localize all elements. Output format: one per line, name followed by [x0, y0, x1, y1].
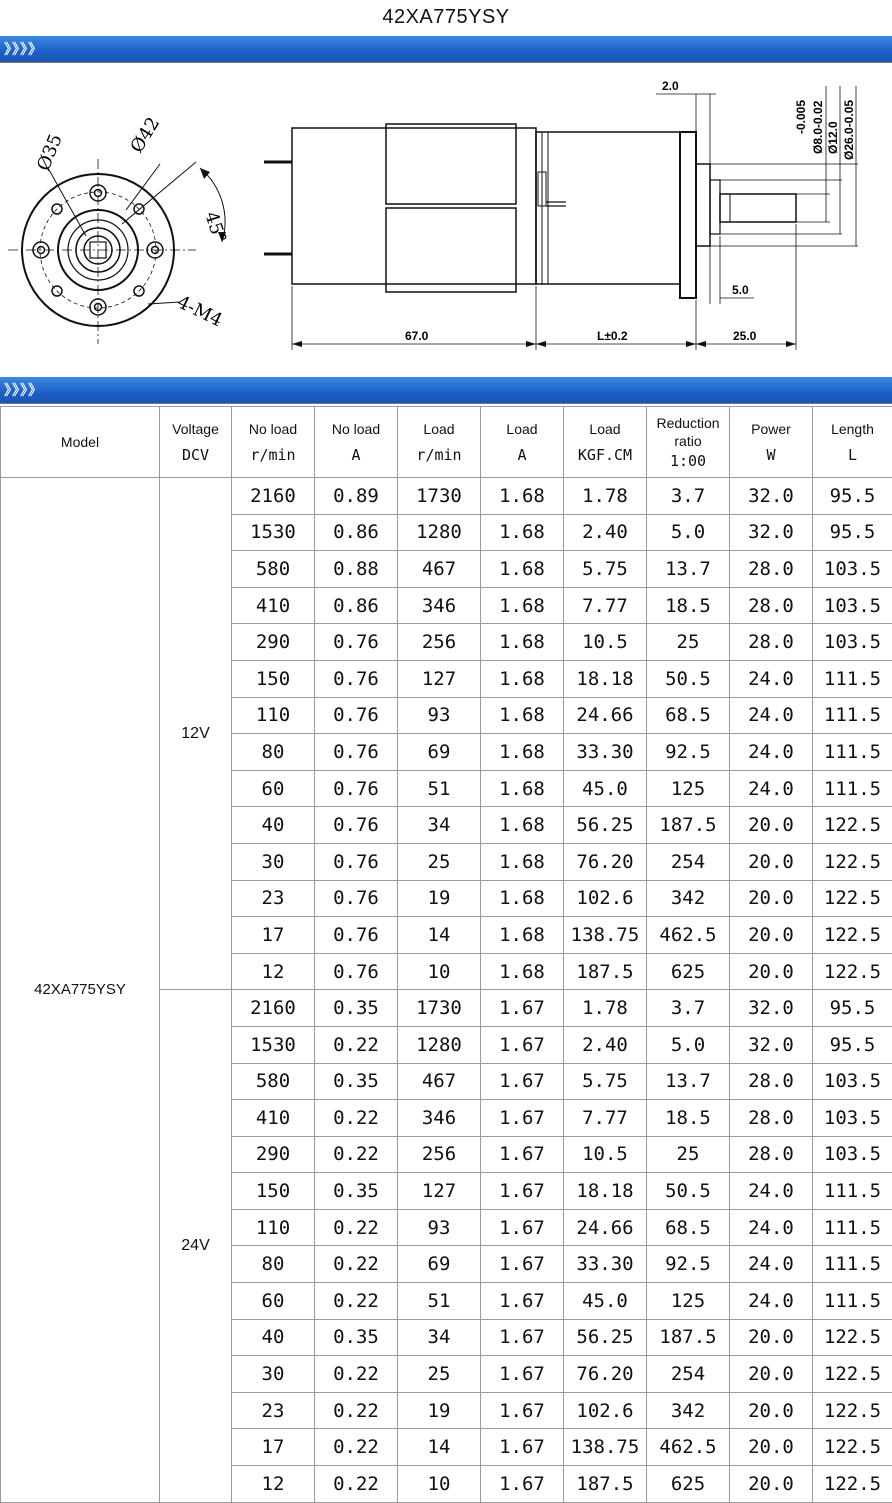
cell-load-torque: 5.75	[564, 1063, 647, 1100]
cell-load-current: 1.67	[481, 1136, 564, 1173]
cell-load-torque: 5.75	[564, 551, 647, 588]
table-header-row	[1, 407, 892, 478]
cell-noload-current: 0.76	[315, 843, 398, 880]
dim-boss-diameter: Ø12.0	[826, 121, 840, 154]
cell-noload-speed: 30	[232, 1356, 315, 1393]
cell-noload-current: 0.89	[315, 478, 398, 515]
cell-noload-current: 0.22	[315, 1283, 398, 1320]
cell-load-speed: 1730	[398, 478, 481, 515]
cell-power: 20.0	[730, 1356, 813, 1393]
cell-load-torque: 138.75	[564, 1429, 647, 1466]
cell-load-speed: 69	[398, 734, 481, 771]
cell-load-speed: 1280	[398, 514, 481, 551]
cell-load-speed: 51	[398, 1283, 481, 1320]
cell-length: 111.5	[813, 1209, 892, 1246]
cell-noload-speed: 17	[232, 1429, 315, 1466]
chevron-right-icon: 》》》》	[4, 380, 43, 400]
cell-load-speed: 1730	[398, 990, 481, 1027]
cell-power: 20.0	[730, 1466, 813, 1503]
cell-length: 111.5	[813, 1173, 892, 1210]
cell-load-speed: 14	[398, 1429, 481, 1466]
cell-load-speed: 10	[398, 953, 481, 990]
cell-length: 111.5	[813, 1283, 892, 1320]
cell-load-speed: 51	[398, 770, 481, 807]
cell-noload-speed: 150	[232, 660, 315, 697]
cell-reduction-ratio: 342	[647, 880, 730, 917]
cell-load-current: 1.68	[481, 624, 564, 661]
cell-length: 122.5	[813, 953, 892, 990]
dim-pilot-diameter: Ø26.0-0.05	[842, 100, 856, 160]
cell-length: 122.5	[813, 917, 892, 954]
cell-load-torque: 76.20	[564, 1356, 647, 1393]
cell-reduction-ratio: 625	[647, 1466, 730, 1503]
cell-reduction-ratio: 462.5	[647, 1429, 730, 1466]
cell-load-torque: 24.66	[564, 1209, 647, 1246]
cell-reduction-ratio: 462.5	[647, 917, 730, 954]
cell-load-current: 1.67	[481, 1026, 564, 1063]
cell-length: 122.5	[813, 807, 892, 844]
cell-noload-speed: 60	[232, 770, 315, 807]
cell-power: 20.0	[730, 1429, 813, 1466]
header-voltage: Voltage DCV	[160, 407, 232, 478]
cell-power: 28.0	[730, 1136, 813, 1173]
cell-noload-current: 0.76	[315, 770, 398, 807]
cell-reduction-ratio: 187.5	[647, 1319, 730, 1356]
cell-reduction-ratio: 125	[647, 1283, 730, 1320]
cell-power: 20.0	[730, 953, 813, 990]
cell-reduction-ratio: 13.7	[647, 551, 730, 588]
cell-load-speed: 346	[398, 1100, 481, 1137]
cell-load-speed: 93	[398, 697, 481, 734]
cell-voltage: 12V	[160, 478, 232, 990]
dim-gearbox-length: L±0.2	[597, 329, 628, 343]
header-power: Power W	[730, 407, 813, 478]
cell-load-speed: 256	[398, 624, 481, 661]
cell-length: 111.5	[813, 660, 892, 697]
cell-length: 103.5	[813, 1063, 892, 1100]
cell-noload-current: 0.22	[315, 1136, 398, 1173]
cell-load-torque: 1.78	[564, 990, 647, 1027]
cell-load-torque: 2.40	[564, 514, 647, 551]
cell-reduction-ratio: 13.7	[647, 1063, 730, 1100]
cell-power: 32.0	[730, 1026, 813, 1063]
cell-noload-speed: 290	[232, 624, 315, 661]
cell-noload-current: 0.76	[315, 807, 398, 844]
cell-reduction-ratio: 68.5	[647, 697, 730, 734]
cell-load-torque: 76.20	[564, 843, 647, 880]
cell-load-current: 1.67	[481, 1466, 564, 1503]
cell-power: 28.0	[730, 1100, 813, 1137]
cell-length: 95.5	[813, 1026, 892, 1063]
dim-flange-thickness: 2.0	[662, 79, 679, 93]
cell-noload-speed: 580	[232, 551, 315, 588]
cell-load-torque: 18.18	[564, 1173, 647, 1210]
cell-load-torque: 45.0	[564, 770, 647, 807]
cell-length: 122.5	[813, 1319, 892, 1356]
cell-load-speed: 14	[398, 917, 481, 954]
cell-noload-current: 0.88	[315, 551, 398, 588]
cell-reduction-ratio: 625	[647, 953, 730, 990]
cell-length: 122.5	[813, 1356, 892, 1393]
cell-noload-current: 0.76	[315, 880, 398, 917]
cell-noload-speed: 23	[232, 880, 315, 917]
cell-noload-speed: 40	[232, 807, 315, 844]
cell-length: 111.5	[813, 697, 892, 734]
cell-length: 103.5	[813, 1100, 892, 1137]
cell-length: 122.5	[813, 843, 892, 880]
cell-load-current: 1.68	[481, 917, 564, 954]
cell-reduction-ratio: 5.0	[647, 1026, 730, 1063]
cell-load-current: 1.67	[481, 1063, 564, 1100]
cell-noload-speed: 110	[232, 1209, 315, 1246]
cell-noload-current: 0.22	[315, 1392, 398, 1429]
cell-load-current: 1.67	[481, 1283, 564, 1320]
cell-noload-current: 0.22	[315, 1466, 398, 1503]
cell-power: 28.0	[730, 587, 813, 624]
cell-reduction-ratio: 342	[647, 1392, 730, 1429]
cell-load-speed: 127	[398, 660, 481, 697]
cell-noload-speed: 2160	[232, 990, 315, 1027]
cell-noload-speed: 110	[232, 697, 315, 734]
cell-noload-speed: 1530	[232, 514, 315, 551]
cell-load-current: 1.67	[481, 1392, 564, 1429]
cell-reduction-ratio: 50.5	[647, 660, 730, 697]
cell-length: 95.5	[813, 514, 892, 551]
cell-length: 95.5	[813, 990, 892, 1027]
cell-power: 32.0	[730, 990, 813, 1027]
cell-load-current: 1.67	[481, 990, 564, 1027]
cell-load-current: 1.67	[481, 1356, 564, 1393]
cell-load-current: 1.67	[481, 1209, 564, 1246]
cell-noload-speed: 80	[232, 734, 315, 771]
cell-load-torque: 10.5	[564, 624, 647, 661]
cell-length: 111.5	[813, 734, 892, 771]
cell-reduction-ratio: 125	[647, 770, 730, 807]
cell-load-speed: 467	[398, 1063, 481, 1100]
cell-load-torque: 56.25	[564, 1319, 647, 1356]
header-length: Length L	[813, 407, 892, 478]
cell-noload-speed: 1530	[232, 1026, 315, 1063]
side-view	[264, 86, 858, 350]
cell-reduction-ratio: 3.7	[647, 478, 730, 515]
cell-length: 103.5	[813, 551, 892, 588]
section-band-drawing	[0, 36, 892, 63]
cell-load-speed: 25	[398, 1356, 481, 1393]
cell-load-current: 1.68	[481, 697, 564, 734]
cell-load-torque: 187.5	[564, 953, 647, 990]
dim-tolerance: -0.005	[794, 100, 808, 134]
cell-noload-current: 0.76	[315, 624, 398, 661]
page-title: 42XA775YSY	[0, 0, 892, 34]
cell-power: 32.0	[730, 478, 813, 515]
cell-noload-speed: 150	[232, 1173, 315, 1210]
cell-noload-speed: 410	[232, 1100, 315, 1137]
cell-reduction-ratio: 92.5	[647, 734, 730, 771]
cell-noload-current: 0.22	[315, 1246, 398, 1283]
cell-noload-speed: 23	[232, 1392, 315, 1429]
cell-load-speed: 127	[398, 1173, 481, 1210]
cell-load-speed: 93	[398, 1209, 481, 1246]
cell-load-torque: 7.77	[564, 587, 647, 624]
cell-power: 20.0	[730, 843, 813, 880]
header-reduction-ratio: Reduction ratio 1:00	[647, 407, 730, 478]
cell-noload-current: 0.35	[315, 1063, 398, 1100]
cell-noload-speed: 2160	[232, 478, 315, 515]
cell-length: 103.5	[813, 624, 892, 661]
cell-noload-speed: 40	[232, 1319, 315, 1356]
header-load-speed: Load r/min	[398, 407, 481, 478]
cell-power: 28.0	[730, 1063, 813, 1100]
dim-motor-length: 67.0	[405, 329, 429, 343]
cell-length: 103.5	[813, 587, 892, 624]
cell-load-torque: 102.6	[564, 880, 647, 917]
cell-power: 24.0	[730, 697, 813, 734]
cell-load-torque: 2.40	[564, 1026, 647, 1063]
cell-load-current: 1.68	[481, 478, 564, 515]
dim-front-outer: Ø42	[126, 114, 164, 157]
cell-load-torque: 33.30	[564, 1246, 647, 1283]
cell-power: 20.0	[730, 1392, 813, 1429]
cell-power: 20.0	[730, 917, 813, 954]
header-noload-speed: No load r/min	[232, 407, 315, 478]
cell-load-current: 1.68	[481, 880, 564, 917]
cell-noload-current: 0.86	[315, 514, 398, 551]
cell-load-current: 1.68	[481, 514, 564, 551]
cell-noload-speed: 12	[232, 1466, 315, 1503]
cell-noload-speed: 290	[232, 1136, 315, 1173]
cell-noload-current: 0.76	[315, 697, 398, 734]
cell-load-torque: 7.77	[564, 1100, 647, 1137]
cell-noload-speed: 60	[232, 1283, 315, 1320]
cell-load-speed: 34	[398, 1319, 481, 1356]
cell-voltage: 24V	[160, 990, 232, 1502]
cell-load-current: 1.68	[481, 953, 564, 990]
cell-load-torque: 102.6	[564, 1392, 647, 1429]
cell-noload-speed: 17	[232, 917, 315, 954]
dim-front-inner: Ø35	[33, 131, 67, 174]
cell-noload-current: 0.76	[315, 734, 398, 771]
cell-length: 122.5	[813, 1392, 892, 1429]
cell-power: 24.0	[730, 1283, 813, 1320]
cell-load-torque: 33.30	[564, 734, 647, 771]
cell-noload-current: 0.76	[315, 917, 398, 954]
chevron-right-icon: 》》》》	[4, 39, 43, 59]
cell-length: 95.5	[813, 478, 892, 515]
cell-noload-current: 0.22	[315, 1356, 398, 1393]
cell-power: 20.0	[730, 1319, 813, 1356]
cell-power: 24.0	[730, 660, 813, 697]
cell-power: 24.0	[730, 770, 813, 807]
cell-length: 122.5	[813, 1429, 892, 1466]
cell-load-speed: 19	[398, 1392, 481, 1429]
cell-power: 28.0	[730, 624, 813, 661]
cell-noload-current: 0.35	[315, 1319, 398, 1356]
cell-load-speed: 10	[398, 1466, 481, 1503]
cell-load-current: 1.68	[481, 660, 564, 697]
cell-load-current: 1.67	[481, 1246, 564, 1283]
spec-table-body	[1, 478, 892, 1503]
cell-load-current: 1.68	[481, 843, 564, 880]
cell-load-current: 1.68	[481, 807, 564, 844]
cell-load-speed: 256	[398, 1136, 481, 1173]
cell-length: 111.5	[813, 1246, 892, 1283]
cell-power: 20.0	[730, 880, 813, 917]
cell-power: 24.0	[730, 1246, 813, 1283]
cell-load-speed: 19	[398, 880, 481, 917]
dim-front-angle: 45°	[200, 209, 230, 246]
cell-load-speed: 34	[398, 807, 481, 844]
header-model: Model	[1, 407, 160, 478]
section-band-specs	[0, 377, 892, 404]
header-load-current: Load A	[481, 407, 564, 478]
cell-load-torque: 24.66	[564, 697, 647, 734]
cell-load-current: 1.68	[481, 770, 564, 807]
cell-power: 28.0	[730, 551, 813, 588]
cell-reduction-ratio: 50.5	[647, 1173, 730, 1210]
cell-load-torque: 1.78	[564, 478, 647, 515]
cell-load-current: 1.67	[481, 1100, 564, 1137]
cell-reduction-ratio: 254	[647, 1356, 730, 1393]
cell-load-current: 1.68	[481, 551, 564, 588]
cell-reduction-ratio: 68.5	[647, 1209, 730, 1246]
cell-noload-current: 0.86	[315, 587, 398, 624]
cell-load-speed: 467	[398, 551, 481, 588]
dimension-drawing	[0, 64, 892, 376]
cell-load-speed: 346	[398, 587, 481, 624]
dim-shaft-diameter: Ø8.0-0.02	[811, 100, 825, 154]
cell-reduction-ratio: 18.5	[647, 587, 730, 624]
cell-load-current: 1.67	[481, 1319, 564, 1356]
cell-reduction-ratio: 3.7	[647, 990, 730, 1027]
cell-power: 32.0	[730, 514, 813, 551]
cell-load-current: 1.68	[481, 734, 564, 771]
cell-load-current: 1.67	[481, 1173, 564, 1210]
cell-noload-current: 0.22	[315, 1026, 398, 1063]
cell-power: 24.0	[730, 734, 813, 771]
cell-length: 103.5	[813, 1136, 892, 1173]
dim-shaft-length: 25.0	[733, 329, 757, 343]
cell-reduction-ratio: 25	[647, 1136, 730, 1173]
cell-noload-speed: 580	[232, 1063, 315, 1100]
cell-load-current: 1.68	[481, 587, 564, 624]
cell-load-current: 1.67	[481, 1429, 564, 1466]
cell-load-speed: 25	[398, 843, 481, 880]
cell-load-torque: 56.25	[564, 807, 647, 844]
cell-length: 122.5	[813, 1466, 892, 1503]
cell-load-torque: 138.75	[564, 917, 647, 954]
cell-noload-current: 0.35	[315, 990, 398, 1027]
cell-load-torque: 10.5	[564, 1136, 647, 1173]
cell-noload-current: 0.22	[315, 1429, 398, 1466]
cell-noload-speed: 30	[232, 843, 315, 880]
cell-reduction-ratio: 18.5	[647, 1100, 730, 1137]
cell-reduction-ratio: 254	[647, 843, 730, 880]
cell-length: 111.5	[813, 770, 892, 807]
spec-table	[0, 406, 892, 1503]
cell-load-speed: 69	[398, 1246, 481, 1283]
dim-front-holes: 4-M4	[174, 292, 226, 332]
cell-reduction-ratio: 25	[647, 624, 730, 661]
cell-power: 20.0	[730, 807, 813, 844]
dim-shaft-flat: 5.0	[732, 283, 749, 297]
table-row	[1, 478, 892, 515]
header-load-torque: Load KGF.CM	[564, 407, 647, 478]
cell-length: 122.5	[813, 880, 892, 917]
cell-reduction-ratio: 5.0	[647, 514, 730, 551]
cell-reduction-ratio: 187.5	[647, 807, 730, 844]
cell-power: 24.0	[730, 1173, 813, 1210]
cell-power: 24.0	[730, 1209, 813, 1246]
cell-noload-current: 0.76	[315, 953, 398, 990]
header-noload-current: No load A	[315, 407, 398, 478]
cell-noload-speed: 410	[232, 587, 315, 624]
cell-reduction-ratio: 92.5	[647, 1246, 730, 1283]
cell-noload-current: 0.76	[315, 660, 398, 697]
cell-load-torque: 18.18	[564, 660, 647, 697]
cell-noload-current: 0.35	[315, 1173, 398, 1210]
cell-noload-speed: 80	[232, 1246, 315, 1283]
cell-load-speed: 1280	[398, 1026, 481, 1063]
cell-load-torque: 45.0	[564, 1283, 647, 1320]
cell-noload-current: 0.22	[315, 1100, 398, 1137]
cell-noload-current: 0.22	[315, 1209, 398, 1246]
cell-noload-speed: 12	[232, 953, 315, 990]
cell-load-torque: 187.5	[564, 1466, 647, 1503]
cell-model: 42XA775YSY	[1, 478, 160, 1503]
